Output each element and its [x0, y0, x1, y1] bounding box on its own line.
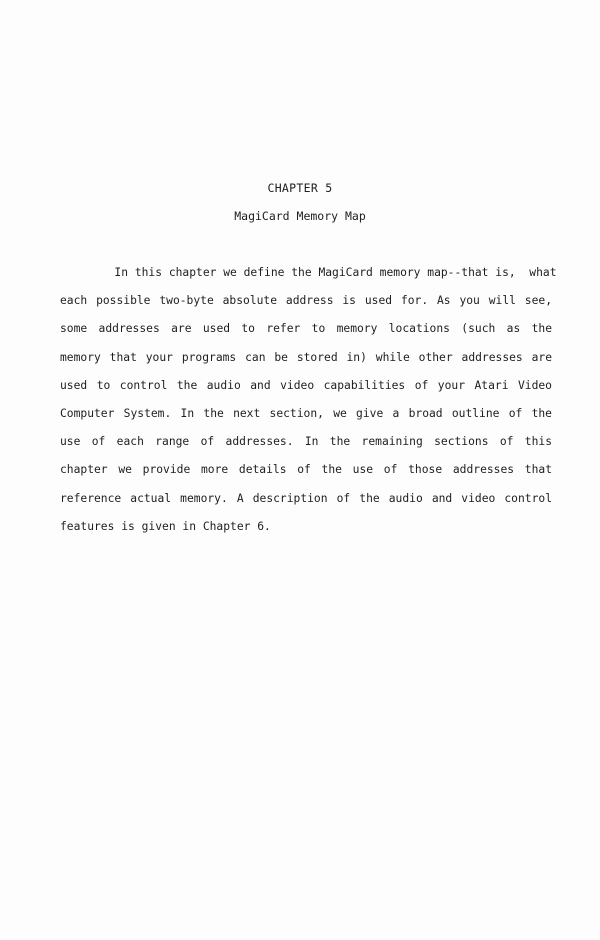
paragraph-line: each possible two-byte absolute address is used for. As you will see,: [60, 294, 552, 308]
paragraph-line: chapter we provide more details of the use of those addresses that: [60, 463, 552, 477]
paragraph-line: In this chapter we define the MagiCard memory map--that is, what: [60, 266, 557, 279]
paragraph-line: memory that your programs can be stored in) while other addresses are: [60, 350, 552, 364]
chapter-heading: CHAPTER 5: [267, 181, 333, 195]
paragraph-line: reference actual memory. A description of the audio and video control: [60, 491, 552, 505]
paragraph-line: some addresses are used to refer to memory locations (such as the: [60, 322, 552, 336]
paragraph-line: used to control the audio and video capabilities of your Atari Video: [60, 378, 552, 392]
chapter-title: MagiCard Memory Map: [234, 209, 366, 223]
paragraph-line: use of each range of addresses. In the remaining sections of this: [60, 435, 552, 449]
body-paragraph: [60, 264, 557, 546]
paragraph-line: Computer System. In the next section, we give a broad outline of the: [60, 406, 552, 420]
paragraph-line: features is given in Chapter 6.: [60, 519, 271, 533]
